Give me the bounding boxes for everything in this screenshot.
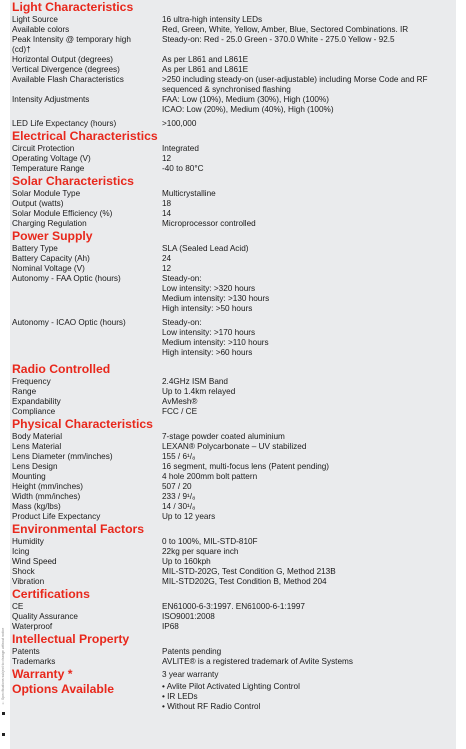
spec-row: [12, 492, 452, 502]
margin-mark: [2, 733, 5, 736]
spec-row: [12, 512, 452, 522]
spec-label: Charging Regulation: [12, 219, 87, 228]
section-light-characteristics: [12, 0, 452, 129]
spec-label: Available colors: [12, 25, 70, 34]
spec-row: [12, 25, 452, 35]
spec-row: [12, 219, 452, 229]
spec-label: Humidity: [12, 537, 44, 546]
spec-value: 14: [162, 209, 172, 218]
spec-label: Temperature Range: [12, 164, 85, 173]
spec-label: Expandability: [12, 397, 61, 406]
spec-value: 16 ultra-high intensity LEDs: [162, 15, 263, 24]
spec-value: Microprocessor controlled: [162, 219, 256, 228]
spec-label: Vertical Divergence (degrees): [12, 65, 120, 74]
spec-label: Solar Module Type: [12, 189, 81, 198]
spec-row: [12, 602, 452, 612]
spec-label: Width (mm/inches): [12, 492, 81, 501]
section-certifications: [12, 587, 452, 632]
spec-value: Steady-on: Low intensity: >170 hours Medium intensity: >110 hours High intensity: >60 hours: [162, 318, 269, 357]
spec-row: [12, 557, 452, 567]
spec-label: Battery Capacity (Ah): [12, 254, 90, 263]
spec-value: AvMesh®: [162, 397, 198, 406]
spec-label: Mounting: [12, 472, 46, 481]
spec-value: 7-stage powder coated aluminium: [162, 432, 285, 441]
spec-row: [12, 547, 452, 557]
spec-value: Patents pending: [162, 647, 222, 656]
spec-value: As per L861 and L861E: [162, 65, 249, 74]
section-solar-characteristics: [12, 174, 452, 229]
spec-row: [12, 537, 452, 547]
option-item: • IR LEDs: [162, 692, 198, 701]
spec-value: FCC / CE: [162, 407, 198, 416]
spec-row: [12, 377, 452, 387]
spec-row: [12, 65, 452, 75]
spec-row: [12, 612, 452, 622]
spec-row: [12, 75, 452, 95]
option-item: • Avlite Pilot Activated Lighting Control: [162, 682, 300, 691]
spec-label: Available Flash Characteristics: [12, 75, 124, 84]
options-title: Options Available: [12, 682, 115, 696]
spec-row: [12, 472, 452, 482]
spec-row: [12, 318, 452, 358]
spec-row: [12, 95, 452, 115]
spec-value: LEXAN® Polycarbonate – UV stabilized: [162, 442, 307, 451]
spec-label: Wind Speed: [12, 557, 57, 566]
spec-label: Shock: [12, 567, 35, 576]
spec-value: As per L861 and L861E: [162, 55, 249, 64]
spec-value: Multicrystalline: [162, 189, 216, 198]
spec-label: Operating Voltage (V): [12, 154, 91, 163]
spec-row: [12, 647, 452, 657]
spec-row: [12, 199, 452, 209]
spec-row: [12, 264, 452, 274]
section-title: Solar Characteristics: [12, 174, 134, 188]
spec-label: Trademarks: [12, 657, 56, 666]
spec-value: Up to 160kph: [162, 557, 211, 566]
side-footnote: † Specifications subject to change without notice: [1, 627, 5, 705]
spec-row: [12, 254, 452, 264]
section-title: Environmental Factors: [12, 522, 145, 536]
spec-value: 4 hole 200mm bolt pattern: [162, 472, 258, 481]
spec-row: [12, 55, 452, 65]
section-power-supply: [12, 229, 452, 362]
spec-value: Steady-on: Low intensity: >320 hours Medium intensity: >130 hours High intensity: >50 hours: [162, 274, 270, 313]
spec-label: Solar Module Efficiency (%): [12, 209, 113, 218]
spec-label: Peak Intensity @ temporary high (cd)†: [12, 35, 131, 54]
spec-row: [12, 15, 452, 25]
section-title: Intellectual Property: [12, 632, 130, 646]
spec-value: -40 to 80°C: [162, 164, 204, 173]
spec-value: Up to 12 years: [162, 512, 216, 521]
spec-content: [12, 0, 452, 712]
spec-value: Up to 1.4km relayed: [162, 387, 236, 396]
section-title: Power Supply: [12, 229, 93, 243]
section-intellectual-property: [12, 632, 452, 667]
spec-value: AVLITE® is a registered trademark of Avlite Systems: [162, 657, 353, 666]
spec-row: [12, 462, 452, 472]
spec-row: [12, 482, 452, 492]
spec-label: Output (watts): [12, 199, 64, 208]
spec-value: 12: [162, 264, 172, 273]
spec-label: Nominal Voltage (V): [12, 264, 85, 273]
spec-value: >100,000: [162, 119, 197, 128]
spec-label: Patents: [12, 647, 40, 656]
spec-value: FAA: Low (10%), Medium (30%), High (100%) ICAO: Low (20%), Medium (40%), High (100%): [162, 95, 334, 114]
spec-row: [12, 622, 452, 632]
spec-label: Intensity Adjustments: [12, 95, 90, 104]
warranty-value: 3 year warranty: [162, 669, 219, 679]
spec-row: [12, 244, 452, 254]
spec-label: Product Life Expectancy: [12, 512, 101, 521]
spec-row: [12, 387, 452, 397]
spec-row: [12, 274, 452, 314]
spec-value: SLA (Sealed Lead Acid): [162, 244, 249, 253]
spec-value: >250 including steady-on (user-adjustable) including Morse Code and RF sequenced & synchronised flashing: [162, 75, 428, 94]
spec-row: [12, 452, 452, 462]
spec-row: [12, 164, 452, 174]
spec-label: Vibration: [12, 577, 45, 586]
spec-label: Autonomy - ICAO Optic (hours): [12, 318, 126, 327]
spec-label: Battery Type: [12, 244, 58, 253]
spec-label: Range: [12, 387, 37, 396]
spec-value: 18: [162, 199, 172, 208]
warranty-row: [12, 667, 452, 682]
section-title: Radio Controlled: [12, 362, 111, 376]
spec-value: MIL-STD-202G, Test Condition G, Method 213B: [162, 567, 336, 576]
spec-row: [12, 154, 452, 164]
spec-label: Lens Design: [12, 462, 58, 471]
spec-row: [12, 502, 452, 512]
spec-label: Light Source: [12, 15, 58, 24]
spec-value: MIL-STD202G, Test Condition B, Method 204: [162, 577, 327, 586]
options-list: [162, 682, 452, 712]
options-row: [12, 682, 452, 712]
spec-label: Compliance: [12, 407, 56, 416]
spec-label: Autonomy - FAA Optic (hours): [12, 274, 121, 283]
spec-value: 0 to 100%, MIL-STD-810F: [162, 537, 258, 546]
spec-label: LED Life Expectancy (hours): [12, 119, 117, 128]
warranty-title: Warranty *: [12, 667, 73, 681]
spec-value: Red, Green, White, Yellow, Amber, Blue, Sectored Combinations. IR: [162, 25, 409, 34]
spec-label: Lens Material: [12, 442, 62, 451]
spec-label: Height (mm/inches): [12, 482, 83, 491]
margin-mark: [2, 712, 5, 715]
spec-value: 507 / 20: [162, 482, 192, 491]
spec-value: 233 / 9¹/₈: [162, 492, 196, 501]
section-environmental-factors: [12, 522, 452, 587]
spec-value: 155 / 6¹/₈: [162, 452, 196, 461]
spec-row: [12, 209, 452, 219]
spec-row: [12, 144, 452, 154]
spec-label: Lens Diameter (mm/inches): [12, 452, 113, 461]
section-title: Physical Characteristics: [12, 417, 153, 431]
spec-value: ISO9001:2008: [162, 612, 215, 621]
spec-value: 22kg per square inch: [162, 547, 239, 556]
spec-row: [12, 657, 452, 667]
spec-row: [12, 567, 452, 577]
section-title: Light Characteristics: [12, 0, 134, 14]
spec-value: IP68: [162, 622, 179, 631]
spec-label: Circuit Protection: [12, 144, 75, 153]
section-radio-controlled: [12, 362, 452, 417]
spec-value: Integrated: [162, 144, 199, 153]
section-electrical-characteristics: [12, 129, 452, 174]
spec-label: CE: [12, 602, 24, 611]
spec-label: Mass (kg/lbs): [12, 502, 61, 511]
spec-row: [12, 442, 452, 452]
spec-row: [12, 397, 452, 407]
spec-row: [12, 35, 452, 55]
spec-label: Icing: [12, 547, 30, 556]
spec-value: 24: [162, 254, 172, 263]
section-title: Electrical Characteristics: [12, 129, 158, 143]
spec-value: Steady-on: Red - 25.0 Green - 370.0 White - 275.0 Yellow - 92.5: [162, 35, 395, 44]
section-physical-characteristics: [12, 417, 452, 522]
spec-label: Waterproof: [12, 622, 53, 631]
spec-row: [12, 119, 452, 129]
spec-row: [12, 407, 452, 417]
spec-value: 12: [162, 154, 172, 163]
spec-value: 14 / 30¹/₈: [162, 502, 196, 511]
spec-row: [12, 577, 452, 587]
spec-label: Quality Assurance: [12, 612, 78, 621]
spec-value: EN61000-6-3:1997. EN61000-6-1:1997: [162, 602, 305, 611]
section-title: Certifications: [12, 587, 90, 601]
spec-sheet: [10, 0, 456, 749]
option-item: • Without RF Radio Control: [162, 702, 261, 711]
spec-value: 16 segment, multi-focus lens (Patent pending): [162, 462, 330, 471]
spec-label: Frequency: [12, 377, 51, 386]
spec-row: [12, 432, 452, 442]
spec-label: Body Material: [12, 432, 63, 441]
spec-value: 2.4GHz ISM Band: [162, 377, 228, 386]
spec-label: Horizontal Output (degrees): [12, 55, 114, 64]
spec-row: [12, 189, 452, 199]
